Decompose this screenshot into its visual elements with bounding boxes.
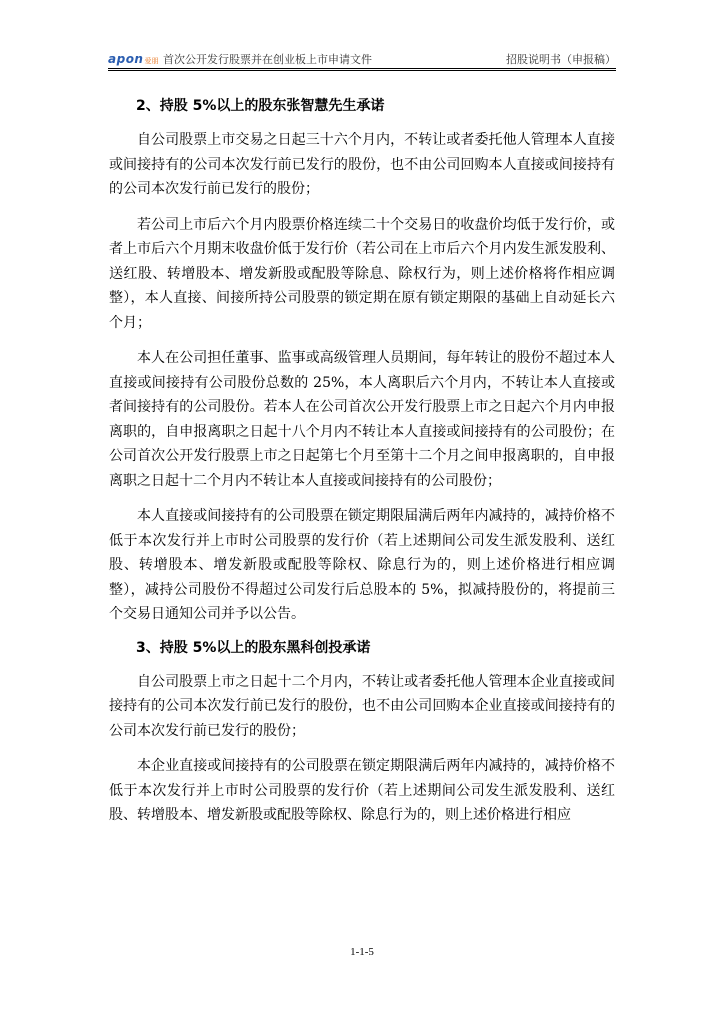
header-divider <box>108 68 616 71</box>
company-logo <box>108 52 158 66</box>
section-heading-heike: 3、持股 5%以上的股东黑科创投承诺 <box>136 639 371 656</box>
paragraph: 自公司股票上市交易之日起三十六个月内，不转让或者委托他人管理本人直接或间接持有的公司本次发行前已发行的股份，也不由公司回购本人直接或间接持有的公司本次发行前已发行的股份； <box>109 132 615 197</box>
logo-mark: apon <box>108 52 144 66</box>
paragraph: 自公司股票上市之日起十二个月内，不转让或者委托他人管理本企业直接或间接持有的公司本次发行前已发行的股份，也不由公司回购本企业直接或间接持有的公司本次发行前已发行的股份； <box>109 673 615 739</box>
page-number: 1-1-5 <box>350 946 374 958</box>
document-body <box>109 96 615 828</box>
paragraph: 本人直接或间接持有的公司股票在锁定期限届满后两年内减持的，减持价格不低于本次发行并上市时公司股票的发行价（若上述期间公司发生派发股利、送红股、转增股本、增发新股或配股等除权、除息行为的，则上述价格进行相应调整），减持公司股份不得超过公司发行后总股本的 5%，拟减持股份的，将提前三个交易日通知公司并予以公告。 <box>109 508 615 622</box>
section-heading-zhang: 2、持股 5%以上的股东张智慧先生承诺 <box>136 98 385 114</box>
paragraph: 本人在公司担任董事、监事或高级管理人员期间，每年转让的股份不超过本人直接或间接持有公司股份总数的 25%，本人离职后六个月内，不转让本人直接或者间接持有的公司股份。若本人在公司首次公开发行股票上市之日起六个月内申报离职的，自申报离职之日起十八个月内不转让本人直接或间接持有的公司股份；在公司首次公开发行股票上市之日起第七个月至第十二个月之间申报离职的，自申报离职之日起十二个月内不转让本人直接或间接持有的公司股份； <box>109 350 615 489</box>
paragraph: 本企业直接或间接持有的公司股票在锁定期限满后两年内减持的，减持价格不低于本次发行并上市时公司股票的发行价（若上述期间公司发生派发股利、送红股、转增股本、增发新股或配股等除权、除息行为的，则上述价格进行相应 <box>109 758 615 823</box>
header-document-title: 首次公开发行股票并在创业板上市申请文件 <box>163 53 372 66</box>
logo-subtext: 爱朋 <box>144 57 159 65</box>
paragraph: 若公司上市后六个月内股票价格连续二十个交易日的收盘价均低于发行价，或者上市后六个月期末收盘价低于发行价（若公司在上市后六个月内发生派发股利、送红股、转增股本、增发新股或配股等除息、除权行为，则上述价格将作相应调整），本人直接、间接所持公司股票的锁定期在原有锁定期限的基础上自动延长六个月； <box>109 216 615 331</box>
page-header <box>108 50 616 68</box>
header-document-type: 招股说明书（申报稿） <box>506 53 616 66</box>
